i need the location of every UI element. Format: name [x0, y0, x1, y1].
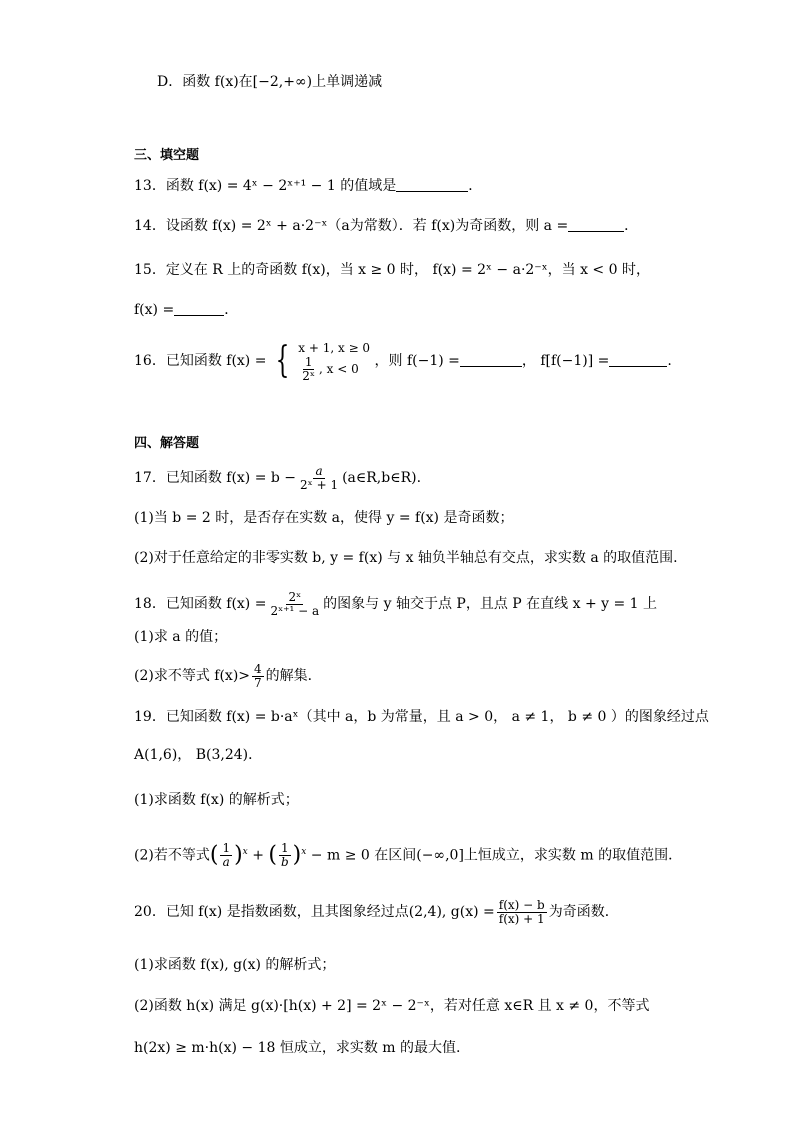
- question-17: [134, 462, 421, 494]
- question-20-part2-cont: h(2x) ≥ m·h(x) − 18 恒成立，求实数 m 的最大值.: [134, 1040, 461, 1056]
- question-14: [134, 216, 638, 236]
- question-16-mid: ，则 f(−1) =: [374, 353, 460, 369]
- question-16-mid2: ， f[f(−1)] =: [521, 353, 610, 369]
- question-20-suffix: 为奇函数．: [548, 904, 619, 920]
- case-2: [298, 356, 370, 383]
- answer-blank: [568, 217, 624, 232]
- question-14-text: 14．设函数 f(x) = 2ˣ + a·2⁻ˣ（a为常数）．若 f(x)为奇函数，则 a =: [134, 218, 569, 234]
- q18-denominator: 2ˣ⁺¹ − a: [270, 603, 320, 618]
- question-17-prefix: 17．已知函数 f(x) = b −: [134, 470, 297, 486]
- question-19-part2-prefix: (2)若不等式: [134, 847, 210, 864]
- question-19-line1: 19．已知函数 f(x) = b·aˣ（其中 a，b 为常量，且 a > 0， a ≠ 1， b ≠ 0 ）的图象经过点: [134, 709, 709, 725]
- question-16: [134, 338, 672, 384]
- question-18-prefix: 18．已知函数 f(x) =: [134, 596, 267, 612]
- question-18-text: 的图象与 y 轴交于点 P，且点 P 在直线 x + y = 1 上: [323, 596, 658, 612]
- question-15-end: ．: [224, 302, 239, 318]
- question-20-part2: (2)函数 h(x) 满足 g(x)·[h(x) + 2] = 2ˣ − 2⁻ˣ，若对任意 x∈R 且 x ≠ 0，不等式: [134, 998, 650, 1014]
- question-17-part2: (2)对于任意给定的非零实数 b, y = f(x) 与 x 轴负半轴总有交点，求实数 a 的取值范围.: [134, 550, 678, 566]
- q18-part2-numerator: 4: [254, 661, 262, 676]
- paren-close: ): [234, 842, 243, 868]
- option-d: D．函数 f(x)在[−2,+∞)上单调递减: [157, 74, 383, 90]
- question-18-part1: (1)求 a 的值；: [134, 629, 228, 645]
- question-17-part1: (1)当 b = 2 时，是否存在实数 a，使得 y = f(x) 是奇函数；: [134, 510, 514, 526]
- question-19-line2: A(1,6)， B(3,24)．: [134, 747, 263, 763]
- exponent-x: x: [242, 847, 248, 857]
- question-15-fx: f(x) =: [134, 302, 175, 318]
- q17-denominator: 2ˣ + 1: [300, 477, 339, 492]
- question-19-part1: (1)求函数 f(x) 的解析式；: [134, 792, 299, 808]
- q18-part2-denominator: 7: [254, 675, 262, 690]
- question-20-prefix: 20．已知 f(x) 是指数函数，且其图象经过点(2,4), g(x) =: [134, 904, 495, 920]
- question-17-domain: (a∈R,b∈R).: [342, 470, 422, 486]
- case-2-denominator: 2ˣ: [302, 368, 315, 383]
- question-16-end: .: [667, 353, 672, 369]
- q20-denominator: f(x) + 1: [498, 911, 545, 926]
- question-15-line2: [134, 300, 238, 320]
- paren-close: ): [292, 842, 302, 868]
- section-heading-answer: 四、解答题: [134, 436, 200, 451]
- case-1: x + 1, x ≥ 0: [298, 340, 371, 355]
- question-13: [134, 176, 482, 196]
- question-18-part2-suffix: 的解集．: [265, 668, 322, 684]
- question-18-part2: [134, 660, 322, 692]
- question-20: [134, 895, 619, 929]
- q19-frac1-denominator: a: [222, 855, 230, 870]
- exponent-x: x: [301, 847, 307, 857]
- answer-blank: [174, 301, 224, 316]
- paren-open: (: [209, 842, 219, 868]
- q19-frac1-numerator: 1: [222, 841, 231, 856]
- question-14-end: ．: [624, 218, 639, 234]
- question-19-part2-suffix: − m ≥ 0 在区间(−∞,0]上恒成立，求实数 m 的取值范围．: [310, 847, 683, 864]
- question-18-part2-prefix: (2)求不等式 f(x)>: [134, 668, 251, 684]
- case-2-numerator: 1: [304, 354, 313, 369]
- question-20-part1: (1)求函数 f(x), g(x) 的解析式；: [134, 957, 336, 973]
- q19-frac2-numerator: 1: [281, 841, 289, 856]
- left-brace: {: [275, 340, 290, 381]
- answer-blank: [609, 352, 667, 367]
- answer-blank: [396, 177, 468, 192]
- q17-numerator: a: [315, 463, 323, 478]
- paren-open: (: [268, 842, 277, 868]
- case-2-condition: , x < 0: [319, 361, 359, 376]
- plus-sign: +: [252, 847, 264, 864]
- q20-numerator: f(x) − b: [498, 897, 545, 912]
- question-18: [134, 588, 657, 620]
- question-19-part2: [134, 834, 682, 874]
- question-16-prefix: 16．已知函数 f(x) =: [134, 353, 267, 369]
- q19-frac2-denominator: b: [280, 855, 289, 870]
- section-heading-fill-in: 三、填空题: [134, 148, 200, 163]
- question-15-line1: 15．定义在 R 上的奇函数 f(x)，当 x ≥ 0 时， f(x) = 2ˣ − a·2⁻ˣ，当 x < 0 时，: [134, 262, 650, 278]
- answer-blank: [460, 352, 522, 367]
- q18-numerator: 2ˣ: [288, 589, 302, 604]
- question-13-end: ．: [468, 178, 483, 194]
- piecewise-cases: [298, 340, 370, 383]
- question-13-text: 13．函数 f(x) = 4ˣ − 2ˣ⁺¹ − 1 的值域是: [134, 178, 397, 194]
